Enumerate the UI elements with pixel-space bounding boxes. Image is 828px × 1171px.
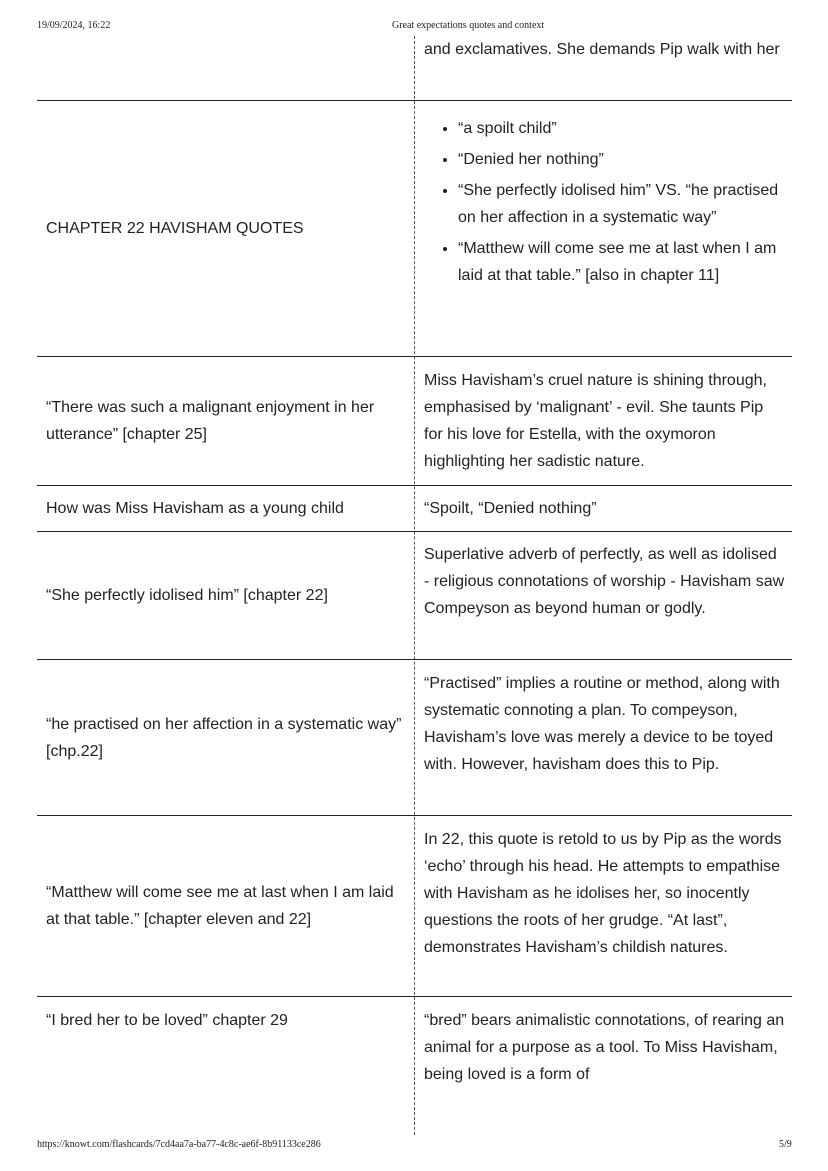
- list-item: • “She perfectly idolised him” VS. “he practised on her affection in a systematic way”: [458, 177, 786, 231]
- card-question-text: “Matthew will come see me at last when I am laid at that table.” [chapter eleven and 22]: [46, 884, 394, 928]
- card-answer: Superlative adverb of perfectly, as well as idolised - religious connotations of worship - Havisham saw Compeyson as beyond human or godly.: [424, 546, 785, 617]
- card-question-text: “I bred her to be loved” chapter 29: [46, 1012, 288, 1029]
- flashcard-row: [37, 36, 792, 101]
- card-answer: In 22, this quote is retold to us by Pip as the words ‘echo’ through his head. He attempts to empathise with Havisham as he idolises her, so inocently questions the roots of her grudge. “At last”, demonstrates Havisham’s childish natures.: [424, 831, 782, 956]
- list-item: • “Denied her nothing”: [458, 146, 786, 173]
- flashcard-row: [37, 816, 792, 997]
- card-question-text: “he practised on her affection in a systematic way” [chp.22]: [46, 715, 402, 760]
- card-answer: “Practised” implies a routine or method, along with systematic connoting a plan. To compeyson, Havisham’s love was merely a device to be toyed with. However, havisham does this to Pip.: [424, 675, 780, 773]
- flashcard-row: [37, 101, 792, 357]
- card-question-text: CHAPTER 22 HAVISHAM QUOTES: [46, 220, 304, 237]
- print-url: https://knowt.com/flashcards/7cd4aa7a-ba77-4c8c-ae6f-8b91133ce286: [37, 1139, 321, 1150]
- list-item: • “Matthew will come see me at last when I am laid at that table.” [also in chapter 11]: [458, 235, 786, 289]
- card-question-text: “She perfectly idolised him” [chapter 22]: [46, 587, 328, 604]
- card-question: [46, 660, 406, 815]
- card-answer: “bred” bears animalistic connotations, of rearing an animal for a purpose as a tool. To Miss Havisham, being loved is a form of: [424, 1012, 785, 1083]
- card-answer: and exclamatives. She demands Pip walk with her: [424, 41, 780, 58]
- flashcard-row: [37, 660, 792, 816]
- list-item: • “a spoilt child”: [458, 115, 786, 142]
- flashcard-row: [37, 486, 792, 532]
- card-answer: Miss Havisham’s cruel nature is shining through, emphasised by ‘malignant’ - evil. She taunts Pip for his love for Estella, with the oxymoron highlighting her sadistic nature.: [424, 372, 767, 470]
- print-title: Great expectations quotes and context: [392, 20, 545, 31]
- card-question-text: How was Miss Havisham as a young child: [46, 500, 344, 517]
- page-number: 5/9: [779, 1139, 792, 1150]
- card-question: [46, 1007, 406, 1034]
- card-answer: [424, 115, 786, 293]
- flashcard-row: [37, 532, 792, 660]
- card-question: [46, 101, 406, 356]
- answer-bullet-list: [424, 115, 786, 289]
- print-datetime: 19/09/2024, 16:22: [37, 20, 111, 31]
- card-question: [46, 486, 406, 531]
- card-question: [46, 357, 406, 485]
- card-answer: “Spoilt, “Denied nothing”: [424, 500, 597, 517]
- flashcard-row: [37, 997, 792, 1135]
- flashcard-row: [37, 357, 792, 486]
- card-question: [46, 816, 406, 996]
- card-question: [46, 532, 406, 659]
- card-question-text: “There was such a malignant enjoyment in her utterance” [chapter 25]: [46, 399, 375, 443]
